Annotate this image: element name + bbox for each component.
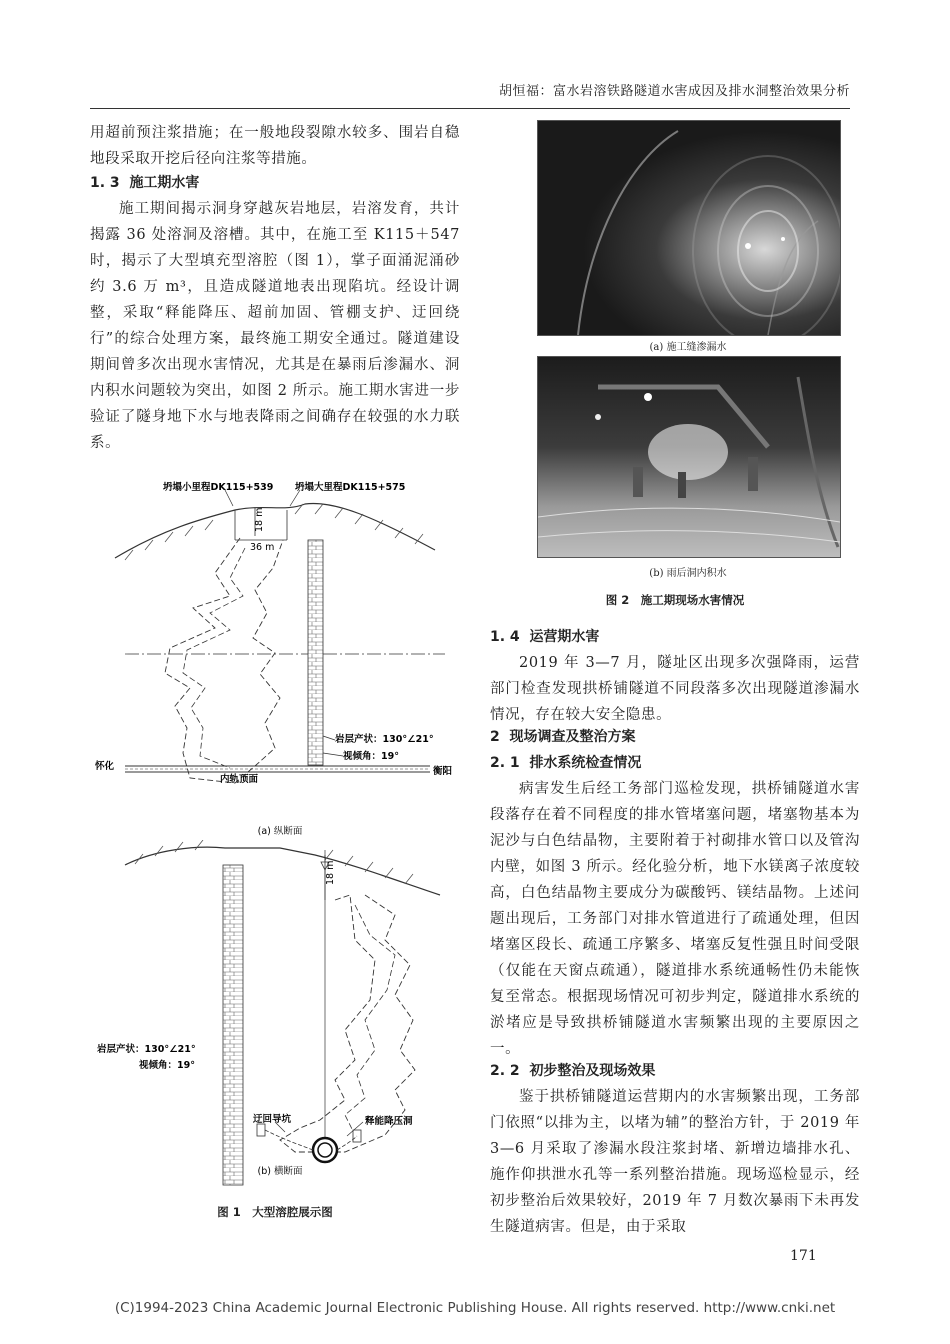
ground-surface [115,503,435,558]
label-small-mileage: 坍塌小里程DK115+539 [163,482,274,493]
running-title: 胡恒福：富水岩溶铁路隧道水害成因及排水洞整治效果分析 [498,84,850,99]
cross-wall [223,865,243,1185]
bypass-adit-left [257,1124,265,1136]
photo-construction-joint-leakage [537,120,841,336]
shaft-wall [308,540,323,765]
label-height-18m: 18 m [254,507,265,532]
paragraph-2-1: 病害发生后经工务部门巡检发现，拱桥铺隧道水害段落存在着不同程度的排水管堵塞问题，堵塞物基本为泥沙与白色结晶物，主要附着于衬砌排水管口以及管沟内壁，如图 3 所示。经化验分析，地下水镁离子浓度较高，白色结晶物主要成分为碳酸钙、镁结晶物。上述问题出现后，工务部门对排水管道进行了疏通处理，但因堵塞区段长、疏通工序繁多、堵塞反复性强且时间受限（仅能在天窗点疏通），隧道排水系统通畅性仍未能恢复至常态。根据现场情况可初步判定，隧道排水系统的淤堵应是导致拱桥铺隧道水害频繁出现的主要原因之一。 [490,781,860,1057]
photo-a-caption: (a) 施工缝渗漏水 [649,342,727,353]
cross-ground-hatch [135,840,413,884]
tunnel-ring-inner [318,1143,332,1157]
karst-cavity-inner [183,548,245,768]
karst-cavity-outline [165,538,283,783]
cross-ground-surface [125,847,440,895]
photo-b-caption: (b) 雨后洞内积水 [649,568,727,579]
label-width-36m: 36 m [250,542,275,553]
label-view-angle: 视倾角：19° [343,751,399,762]
caption-1a: (a) 纵断面 [257,826,303,837]
figure1-cross-section [95,840,465,1195]
label-relief-tunnel: 释能降压洞 [365,1116,413,1127]
figure2-caption: 图 2 施工期现场水害情况 [605,593,745,607]
cross-label-view-angle: 视倾角：19° [139,1060,195,1071]
label-rail-top: 内轨顶面 [220,774,259,785]
label-bypass-adit: 迂回导坑 [253,1114,292,1125]
copyright-footer: (C)1994-2023 China Academic Journal Electronic Publishing House. All rights reserved. http://www.cnki.net [114,1300,836,1316]
running-header [90,82,850,109]
section-heading-1-3: 1. 3 施工期水害 [90,175,200,191]
paragraph-1-3: 施工期间揭示洞身穿越灰岩地层，岩溶发育，共计揭露 36 处溶洞及溶槽。其中，在施工至 K115＋547 时，揭示了大型填充型溶腔（图 1），掌子面涌泥涌砂约 3.6 万 m³，且造成隧道地表出现陷坑。经设计调整，采取“释能降压、超前加固、管棚支护、迂回绕行”的综合处理方案，最终施工期安全通过。隧道建设期间曾多次出现水害情况，尤其是在暴雨后渗漏水、洞内积水问题较为突出，如图 2 所示。施工期水害进一步验证了隧身地下水与地表降雨之间确存在较强的水力联系。 [90,201,460,451]
label-hengyang: 衡阳 [433,766,453,777]
caption-1b: (b) 横断面 [257,1166,303,1177]
photo-water-after-rain [537,356,841,558]
paragraph-continued: 用超前预注浆措施；在一般地段裂隙水较多、围岩自稳地段采取开挖后径向注浆等措施。 [90,125,460,167]
bypass-route [265,1130,357,1150]
cross-label-rock-attitude: 岩层产状：130°∠21° [97,1044,196,1055]
figure1-caption: 图 1 大型溶腔展示图 [217,1205,333,1219]
section-heading-2-1: 2. 1 排水系统检查情况 [490,755,642,771]
cross-cavity-inner [345,905,395,1135]
paragraph-2-2: 鉴于拱桥铺隧道运营期内的水害频繁出现，工务部门依照“以排为主，以堵为辅”的整治方针，于 2019 年 3—6 月采取了渗漏水段注浆封堵、新增边墙排水孔、施作仰拱泄水孔等一系列整治措施。现场巡检显示，经初步整治后效果较好，2019 年 7 月数次暴雨下未再发生隧道病害。但是，由于采取 [490,1089,860,1235]
cross-label-height-18m: 18 m [325,860,336,885]
section-heading-1-4: 1. 4 运营期水害 [490,629,600,645]
label-rock-attitude: 岩层产状：130°∠21° [335,734,434,745]
label-huaihua: 怀化 [95,761,115,772]
figure1-longitudinal-section [95,478,465,838]
section-heading-2: 2 现场调查及整治方案 [490,729,636,745]
page-number: 171 [790,1248,817,1264]
paragraph-1-4: 2019 年 3—7 月，隧址区出现多次强降雨，运营部门检查发现拱桥铺隧道不同段落多次出现隧道渗漏水情况，存在较大安全隐患。 [490,655,860,723]
label-large-mileage: 坍塌大里程DK115+575 [295,482,406,493]
section-heading-2-2: 2. 2 初步整治及现场效果 [490,1063,656,1079]
cross-cavity-outline [280,895,415,1152]
